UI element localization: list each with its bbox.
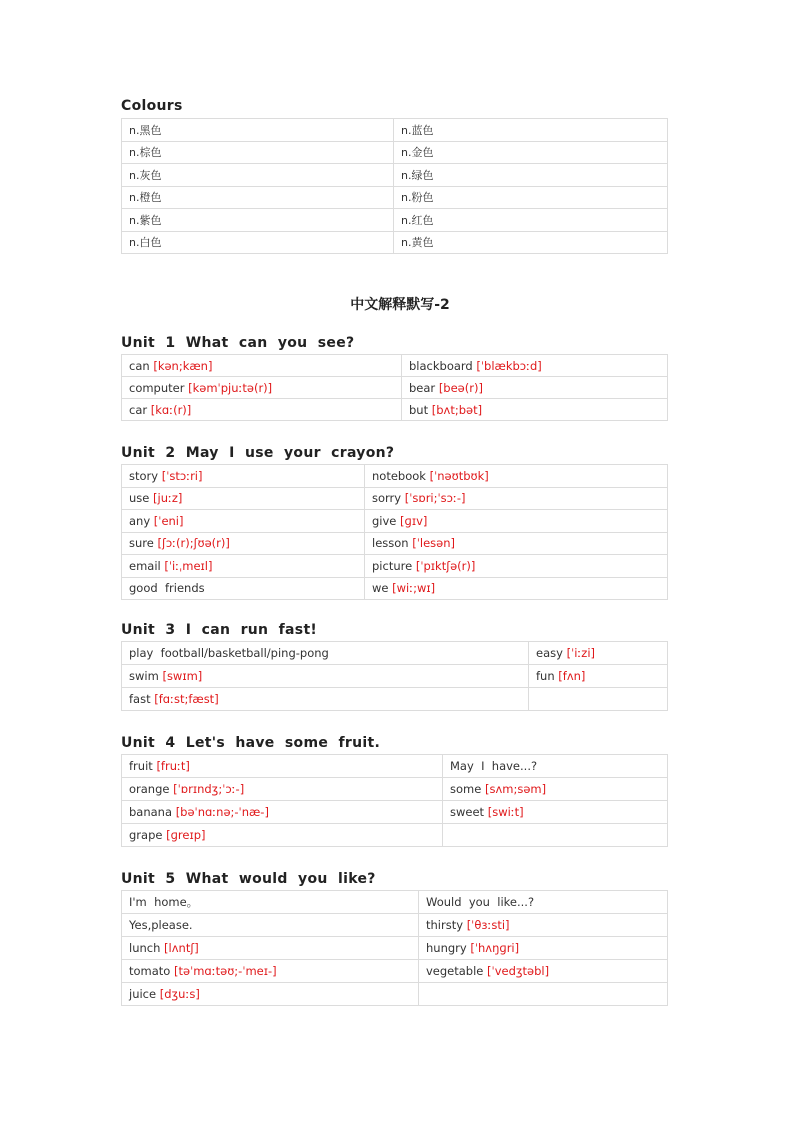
table-row: [122, 532, 668, 555]
vocab-word: I'm home。: [129, 895, 199, 909]
colour-cell: n.金色: [394, 141, 668, 164]
vocab-word: play football/basketball/ping-pong: [129, 646, 329, 660]
phonetic-transcription: [ˈeni]: [153, 513, 184, 528]
vocab-cell: [443, 755, 668, 778]
vocab-cell: [122, 778, 443, 801]
colour-cell: n.白色: [122, 231, 394, 254]
vocab-word: bear: [409, 380, 439, 395]
vocab-word: grape: [129, 828, 167, 842]
vocab-word: good friends: [129, 581, 205, 596]
vocab-cell: [122, 688, 529, 711]
phonetic-transcription: [fʌn]: [558, 669, 586, 683]
colours-title: Colours: [121, 98, 183, 114]
vocab-cell: [402, 399, 668, 421]
phonetic-transcription: [bəˈnɑːnə;-ˈnæ-]: [175, 805, 269, 819]
phonetic-transcription: [fruːt]: [156, 759, 190, 773]
table-row: [122, 642, 668, 665]
vocab-cell: [419, 983, 668, 1006]
vocab-cell: [122, 399, 402, 421]
vocab-cell: [122, 555, 365, 578]
phonetic-transcription: [juːz]: [153, 491, 183, 506]
phonetic-transcription: [sʌm;səm]: [484, 782, 547, 796]
vocab-cell: [122, 755, 443, 778]
vocab-word: give: [372, 513, 401, 528]
colour-cell: n.黄色: [394, 231, 668, 254]
vocab-word: hungry: [426, 941, 471, 955]
phonetic-transcription: [kən;kæn]: [153, 358, 213, 373]
vocab-cell: [443, 801, 668, 824]
vocab-word: fast: [129, 692, 155, 706]
phonetic-transcription: [ɡɪv]: [400, 513, 428, 528]
vocab-word: tomato: [129, 964, 174, 978]
table-row: [122, 141, 668, 164]
phonetic-transcription: [swɪm]: [162, 669, 203, 683]
vocab-cell: [122, 960, 419, 983]
vocab-word: sorry: [372, 491, 405, 506]
vocab-word: orange: [129, 782, 174, 796]
vocab-cell: [122, 532, 365, 555]
table-row: [122, 688, 668, 711]
vocab-cell: [122, 891, 419, 914]
table-row: [122, 801, 668, 824]
vocab-word: May I have...?: [450, 759, 538, 773]
vocab-word: we: [372, 581, 393, 596]
phonetic-transcription: [beə(r)]: [438, 380, 483, 395]
vocab-cell: [365, 510, 668, 533]
vocab-cell: [122, 487, 365, 510]
table-row: [122, 231, 668, 254]
table-row: [122, 355, 668, 377]
unit-3-title: Unit 3 I can run fast!: [121, 622, 318, 638]
vocab-word: any: [129, 513, 154, 528]
vocab-word: computer: [129, 380, 189, 395]
phonetic-transcription: [ˈpɪktʃə(r)]: [415, 558, 476, 573]
colours-table: [121, 118, 668, 254]
vocab-cell: [419, 960, 668, 983]
colour-cell: n.蓝色: [394, 119, 668, 142]
unit-4-table: [121, 754, 668, 847]
phonetic-transcription: [ˈhʌŋɡri]: [470, 941, 520, 955]
phonetic-transcription: [ˈiːˌmeɪl]: [164, 558, 213, 573]
table-row: [122, 119, 668, 142]
colour-cell: n.粉色: [394, 186, 668, 209]
vocab-cell: [419, 937, 668, 960]
vocab-cell: [122, 377, 402, 399]
table-row: [122, 891, 668, 914]
vocab-cell: [365, 532, 668, 555]
colour-cell: n.黑色: [122, 119, 394, 142]
vocab-cell: [529, 642, 668, 665]
phonetic-transcription: [dʒuːs]: [159, 987, 200, 1001]
vocab-cell: [419, 914, 668, 937]
vocab-cell: [529, 665, 668, 688]
vocab-word: email: [129, 558, 165, 573]
vocab-cell: [122, 801, 443, 824]
vocab-cell: [122, 642, 529, 665]
vocab-word: swim: [129, 669, 163, 683]
vocab-cell: [443, 824, 668, 847]
vocab-cell: [122, 914, 419, 937]
phonetic-transcription: [ˈlesən]: [412, 536, 455, 551]
vocab-word: notebook: [372, 468, 430, 483]
phonetic-transcription: [ˈstɔːri]: [161, 468, 203, 483]
table-row: [122, 937, 668, 960]
vocab-word: lesson: [372, 536, 413, 551]
vocab-word: vegetable: [426, 964, 488, 978]
colour-cell: n.橙色: [122, 186, 394, 209]
vocab-cell: [402, 377, 668, 399]
vocab-word: juice: [129, 987, 160, 1001]
vocab-cell: [365, 577, 668, 600]
vocab-word: banana: [129, 805, 176, 819]
vocab-cell: [365, 555, 668, 578]
table-row: [122, 755, 668, 778]
unit-2-table: [121, 464, 668, 600]
phonetic-transcription: [ˈɒrɪndʒ;ˈɔː-]: [173, 782, 245, 796]
table-row: [122, 377, 668, 399]
vocab-cell: [122, 510, 365, 533]
phonetic-transcription: [ʃɔː(r);ʃʊə(r)]: [157, 536, 230, 551]
phonetic-transcription: [ˈθɜːsti]: [466, 918, 510, 932]
unit-2-title: Unit 2 May I use your crayon?: [121, 445, 395, 461]
phonetic-transcription: [swiːt]: [487, 805, 524, 819]
vocab-cell: [122, 465, 365, 488]
phonetic-transcription: [ˈnəʊtbʊk]: [429, 468, 489, 483]
table-row: [122, 399, 668, 421]
vocab-word: lunch: [129, 941, 165, 955]
unit-4-title: Unit 4 Let's have some fruit.: [121, 735, 381, 751]
vocab-cell: [122, 665, 529, 688]
vocab-cell: [443, 778, 668, 801]
vocab-cell: [365, 465, 668, 488]
vocab-word: can: [129, 358, 154, 373]
vocab-word: easy: [536, 646, 567, 660]
vocab-word: fruit: [129, 759, 157, 773]
phonetic-transcription: [wiː;wɪ]: [392, 581, 436, 596]
table-row: [122, 555, 668, 578]
unit-1-table: [121, 354, 668, 421]
vocab-cell: [402, 355, 668, 377]
vocab-cell: [365, 487, 668, 510]
phonetic-transcription: [fɑːst;fæst]: [154, 692, 219, 706]
vocab-cell: [122, 577, 365, 600]
vocab-cell: [529, 688, 668, 711]
vocab-word: sure: [129, 536, 158, 551]
vocab-word: blackboard: [409, 358, 477, 373]
phonetic-transcription: [ˈblækbɔːd]: [476, 358, 542, 373]
page-heading: 中文解释默写-2: [350, 297, 450, 313]
vocab-word: but: [409, 402, 432, 417]
table-row: [122, 487, 668, 510]
table-row: [122, 983, 668, 1006]
vocab-word: car: [129, 402, 151, 417]
table-row: [122, 824, 668, 847]
vocab-word: sweet: [450, 805, 488, 819]
colour-cell: n.灰色: [122, 164, 394, 187]
colour-cell: n.红色: [394, 209, 668, 232]
phonetic-transcription: [kɑː(r)]: [150, 402, 192, 417]
phonetic-transcription: [ˈsɒri;ˈsɔː-]: [404, 491, 466, 506]
phonetic-transcription: [ˈvedʒtəbl]: [487, 964, 550, 978]
vocab-cell: [122, 983, 419, 1006]
table-row: [122, 510, 668, 533]
phonetic-transcription: [ɡreɪp]: [166, 828, 206, 842]
colour-cell: n.绿色: [394, 164, 668, 187]
phonetic-transcription: [bʌt;bət]: [431, 402, 483, 417]
table-row: [122, 209, 668, 232]
phonetic-transcription: [kəmˈpjuːtə(r)]: [188, 380, 273, 395]
vocab-word: Yes,please.: [129, 918, 193, 932]
unit-1-title: Unit 1 What can you see?: [121, 335, 355, 351]
table-row: [122, 577, 668, 600]
phonetic-transcription: [lʌntʃ]: [164, 941, 199, 955]
table-row: [122, 465, 668, 488]
phonetic-transcription: [ˈiːzi]: [566, 646, 596, 660]
vocab-word: fun: [536, 669, 559, 683]
vocab-word: thirsty: [426, 918, 467, 932]
vocab-cell: [419, 891, 668, 914]
vocab-cell: [122, 355, 402, 377]
table-row: [122, 186, 668, 209]
vocab-word: Would you like...?: [426, 895, 535, 909]
table-row: [122, 164, 668, 187]
vocab-word: picture: [372, 558, 416, 573]
phonetic-transcription: [təˈmɑːtəʊ;-ˈmeɪ-]: [174, 964, 277, 978]
vocab-word: use: [129, 491, 154, 506]
unit-5-title: Unit 5 What would you like?: [121, 871, 376, 887]
table-row: [122, 960, 668, 983]
unit-5-table: [121, 890, 668, 1006]
vocab-word: some: [450, 782, 485, 796]
table-row: [122, 665, 668, 688]
colour-cell: n.棕色: [122, 141, 394, 164]
vocab-word: story: [129, 468, 162, 483]
unit-3-table: [121, 641, 668, 711]
table-row: [122, 778, 668, 801]
vocab-cell: [122, 937, 419, 960]
table-row: [122, 914, 668, 937]
colour-cell: n.紫色: [122, 209, 394, 232]
vocab-cell: [122, 824, 443, 847]
